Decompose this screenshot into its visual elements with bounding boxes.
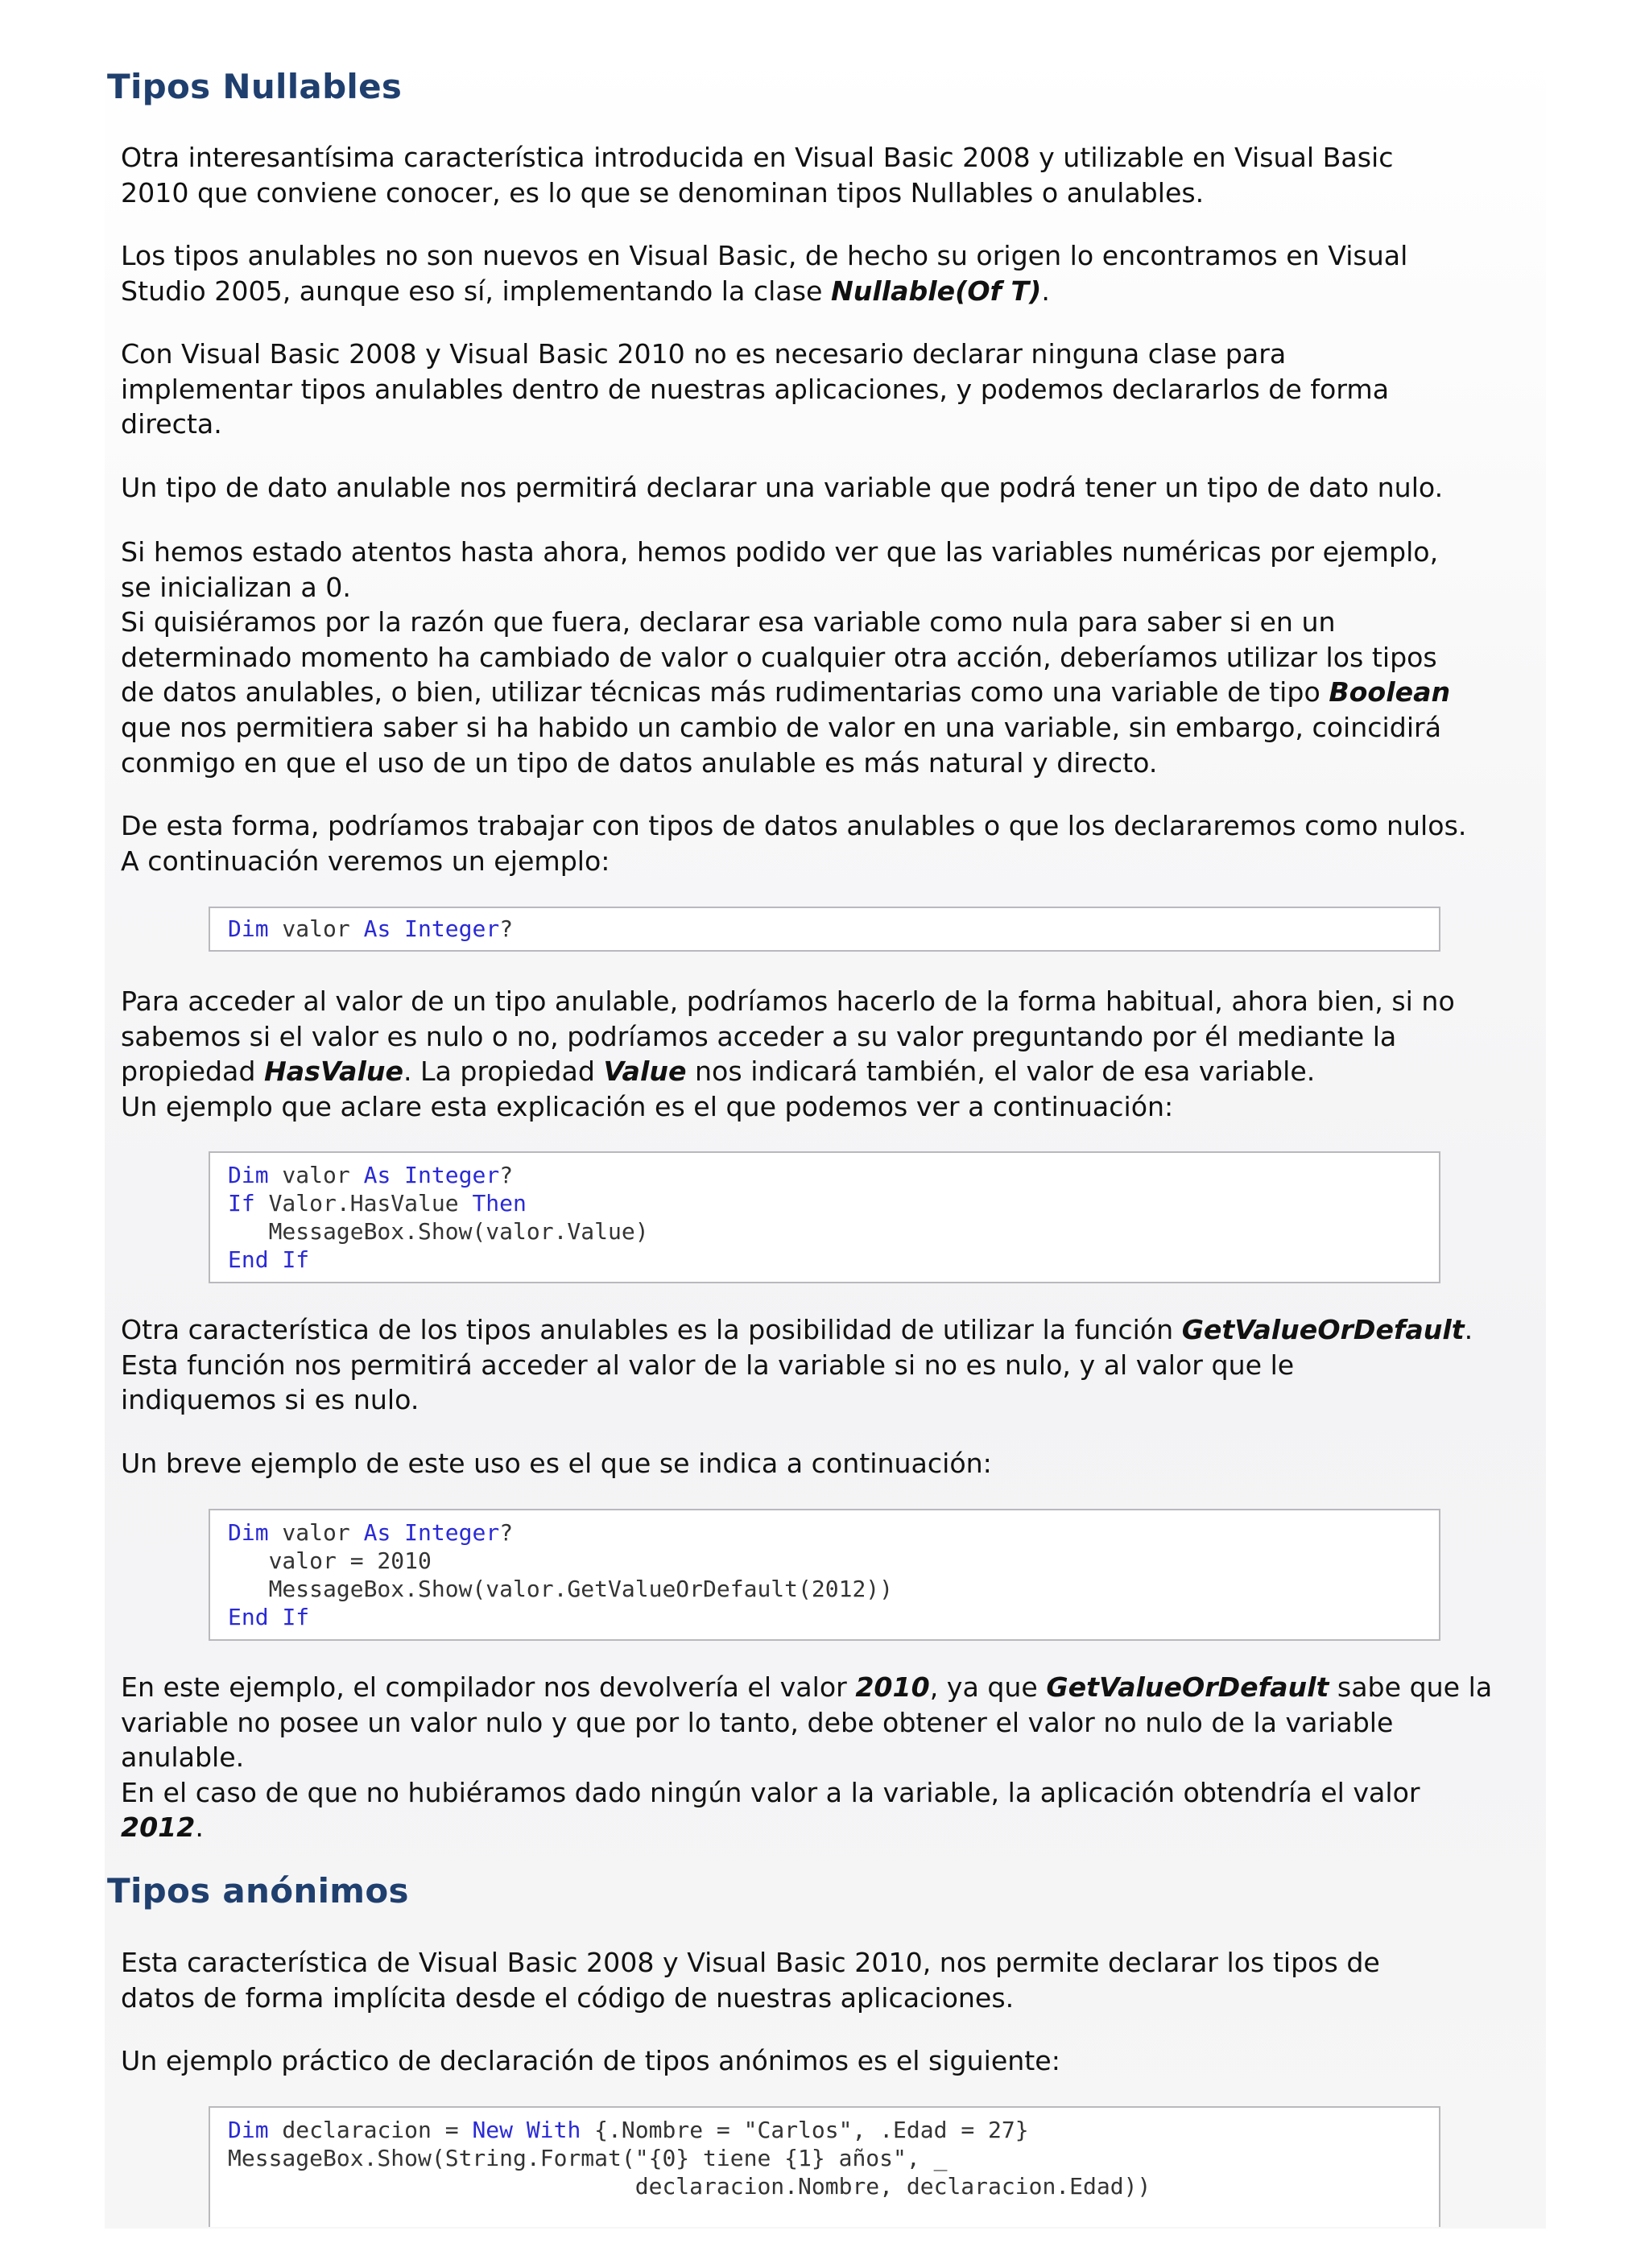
text-line: conmigo en que el uso de un tipo de datos anulable es más natural y directo. <box>121 746 1158 779</box>
text-line: Esta función nos permitirá acceder al valor de la variable si no es nulo, y al valor que le <box>121 1349 1295 1381</box>
section-title-tipos-nullables: Tipos Nullables <box>107 67 403 106</box>
code-line <box>228 915 1439 943</box>
text-line: Si hemos estado atentos hasta ahora, hemos podido ver que las variables numéricas por ejemplo, <box>121 536 1439 568</box>
code-text: ? <box>499 1519 514 1546</box>
text-line: Con Visual Basic 2008 y Visual Basic 2010 no es necesario declarar ninguna clase para <box>121 338 1287 370</box>
bold-term-nullable: Nullable(Of T) <box>830 275 1042 307</box>
code-line: MessageBox.Show(valor.Value) <box>228 1218 649 1245</box>
code-text: valor <box>268 1162 364 1188</box>
code-keyword: Integer <box>404 915 500 942</box>
text-line: anulable. <box>121 1741 245 1774</box>
bold-term-boolean: Boolean <box>1329 676 1451 708</box>
code-block-2 <box>209 1151 1440 1283</box>
code-keyword: With <box>526 2117 581 2143</box>
code-line <box>228 2116 1439 2144</box>
code-block-1 <box>209 907 1440 952</box>
code-text <box>513 2117 527 2143</box>
code-text: ? <box>499 1162 514 1188</box>
code-keyword: Dim <box>228 1519 269 1546</box>
code-keyword: If <box>282 1246 310 1273</box>
code-line: declaracion.Nombre, declaracion.Edad)) <box>228 2173 1151 2200</box>
text-line <box>121 1054 1554 1089</box>
code-text <box>391 1162 404 1188</box>
code-line <box>228 1161 1439 1189</box>
bold-term-getvalueordefault: GetValueOrDefault <box>1181 1314 1465 1345</box>
bold-value-2012: 2012 <box>121 1812 196 1844</box>
bold-value-2010: 2010 <box>855 1671 930 1703</box>
text-line <box>121 1810 1554 1845</box>
code-keyword: Integer <box>404 1162 500 1188</box>
code-text: {.Nombre = "Carlos", .Edad = 27} <box>581 2117 1029 2143</box>
code-keyword: Integer <box>404 1519 500 1546</box>
text-line <box>121 1670 1554 1705</box>
code-keyword: Dim <box>228 2117 269 2143</box>
code-text: valor <box>268 915 364 942</box>
bold-term-getvalueordefault: GetValueOrDefault <box>1046 1671 1329 1703</box>
text-span: propiedad <box>121 1056 265 1088</box>
paragraph-origin <box>121 238 1554 308</box>
text-line: Otra interesantísima característica introducida en Visual Basic 2008 y utilizable en Visual Basic <box>121 142 1394 173</box>
section-title-tipos-anonimos: Tipos anónimos <box>107 1871 409 1911</box>
text-line: variable no posee un valor nulo y que por lo tanto, debe obtener el valor no nulo de la variable <box>121 1706 1394 1738</box>
text-line: implementar tipos anulables dentro de nuestras aplicaciones, y podemos declararlos de forma <box>121 373 1390 405</box>
text-span: . <box>1041 275 1050 307</box>
text-line: De esta forma, podríamos trabajar con tipos de datos anulables o que los declararemos como nulos. <box>121 810 1467 841</box>
text-line: se inicializan a 0. <box>121 571 351 603</box>
paragraph-hasvalue <box>121 984 1554 1124</box>
code-keyword: New <box>472 2117 514 2143</box>
text-span: . <box>1464 1314 1473 1345</box>
code-keyword: Dim <box>228 1162 269 1188</box>
text-span: En este ejemplo, el compilador nos devolvería el valor <box>121 1671 856 1703</box>
text-span: , ya que <box>929 1671 1047 1703</box>
text-span: de datos anulables, o bien, utilizar técnicas más rudimentarias como una variable de tipo <box>121 676 1329 708</box>
paragraph-anonymous-intro <box>121 1945 1554 2015</box>
code-keyword: As <box>363 1162 391 1188</box>
text-line: que nos permitiera saber si ha habido un cambio de valor en una variable, sin embargo, coincidirá <box>121 711 1442 743</box>
code-line <box>228 1189 1439 1217</box>
code-keyword: End <box>228 1604 269 1630</box>
text-line: Esta característica de Visual Basic 2008 y Visual Basic 2010, nos permite declarar los tipos de <box>121 1947 1380 1978</box>
paragraph-short-example <box>121 1446 1554 1481</box>
text-line: Si quisiéramos por la razón que fuera, declarar esa variable como nula para saber si en un <box>121 606 1336 638</box>
code-text: ? <box>499 915 514 942</box>
paragraph-getvalueordefault <box>121 1312 1554 1418</box>
code-line <box>228 1603 1439 1631</box>
bold-term-hasvalue: HasValue <box>264 1056 403 1088</box>
text-span: sabe que la <box>1329 1671 1493 1703</box>
text-line: datos de forma implícita desde el código de nuestras aplicaciones. <box>121 1981 1015 2014</box>
text-line <box>121 274 1554 309</box>
code-text <box>269 1604 283 1630</box>
code-keyword: As <box>363 1519 391 1546</box>
code-text: valor <box>268 1519 364 1546</box>
code-keyword: Then <box>472 1190 527 1217</box>
paragraph-declaration <box>121 337 1554 442</box>
code-block-3 <box>209 1509 1440 1641</box>
text-line: Un ejemplo que aclare esta explicación es el que podemos ver a continuación: <box>121 1090 1174 1122</box>
code-keyword: If <box>228 1190 255 1217</box>
text-span: . <box>195 1812 204 1844</box>
text-line: Los tipos anulables no son nuevos en Visual Basic, de hecho su origen lo encontramos en Visual <box>121 240 1408 271</box>
text-span: nos indicará también, el valor de esa variable. <box>686 1056 1316 1088</box>
text-span: Otra característica de los tipos anulables es la posibilidad de utilizar la función <box>121 1314 1182 1345</box>
text-line: determinado momento ha cambiado de valor o cualquier otra acción, deberíamos utilizar los tipos <box>121 641 1437 673</box>
code-line: MessageBox.Show(valor.GetValueOrDefault(2012)) <box>228 1576 894 1602</box>
code-line: valor = 2010 <box>228 1547 432 1574</box>
text-line: Para acceder al valor de un tipo anulable, podríamos hacerlo de la forma habitual, ahora bien, si no <box>121 985 1455 1017</box>
code-line: MessageBox.Show(String.Format("{0} tiene {1} años", _ <box>228 2145 948 2171</box>
paragraph-nullable-definition <box>121 470 1554 506</box>
code-keyword: Dim <box>228 915 269 942</box>
paragraph-compiler-result <box>121 1670 1554 1845</box>
code-line <box>228 1246 1439 1274</box>
text-line: Un tipo de dato anulable nos permitirá declarar una variable que podrá tener un tipo de dato nulo. <box>121 472 1444 503</box>
bold-term-value: Value <box>603 1056 687 1088</box>
text-line: directa. <box>121 408 222 440</box>
code-keyword: End <box>228 1246 269 1273</box>
paragraph-anonymous-example <box>121 2043 1554 2079</box>
text-span: . La propiedad <box>403 1056 604 1088</box>
code-text: Valor.HasValue <box>254 1190 473 1217</box>
text-line: sabemos si el valor es nulo o no, podríamos acceder a su valor preguntando por él mediante la <box>121 1020 1397 1052</box>
text-line <box>121 1312 1554 1348</box>
paragraph-example-intro <box>121 808 1554 878</box>
text-span: Studio 2005, aunque eso sí, implementando la clase <box>121 275 831 307</box>
paragraph-intro <box>121 140 1554 210</box>
text-line: indiquemos si es nulo. <box>121 1384 419 1416</box>
code-keyword: As <box>363 915 391 942</box>
paragraph-boolean <box>121 535 1554 780</box>
text-line: Un ejemplo práctico de declaración de tipos anónimos es el siguiente: <box>121 2045 1060 2076</box>
code-text: declaracion = <box>268 2117 473 2143</box>
text-line: 2010 que conviene conocer, es lo que se denominan tipos Nullables o anulables. <box>121 176 1205 209</box>
text-line: En el caso de que no hubiéramos dado ningún valor a la variable, la aplicación obtendría el valor <box>121 1776 1420 1808</box>
text-line: Un breve ejemplo de este uso es el que se indica a continuación: <box>121 1448 992 1479</box>
code-text <box>269 1246 283 1273</box>
code-line <box>228 1518 1439 1547</box>
code-block-4 <box>209 2106 1440 2227</box>
code-text <box>391 915 404 942</box>
code-text <box>391 1519 404 1546</box>
text-line <box>121 675 1554 710</box>
text-line: A continuación veremos un ejemplo: <box>121 845 610 877</box>
code-keyword: If <box>282 1604 310 1630</box>
